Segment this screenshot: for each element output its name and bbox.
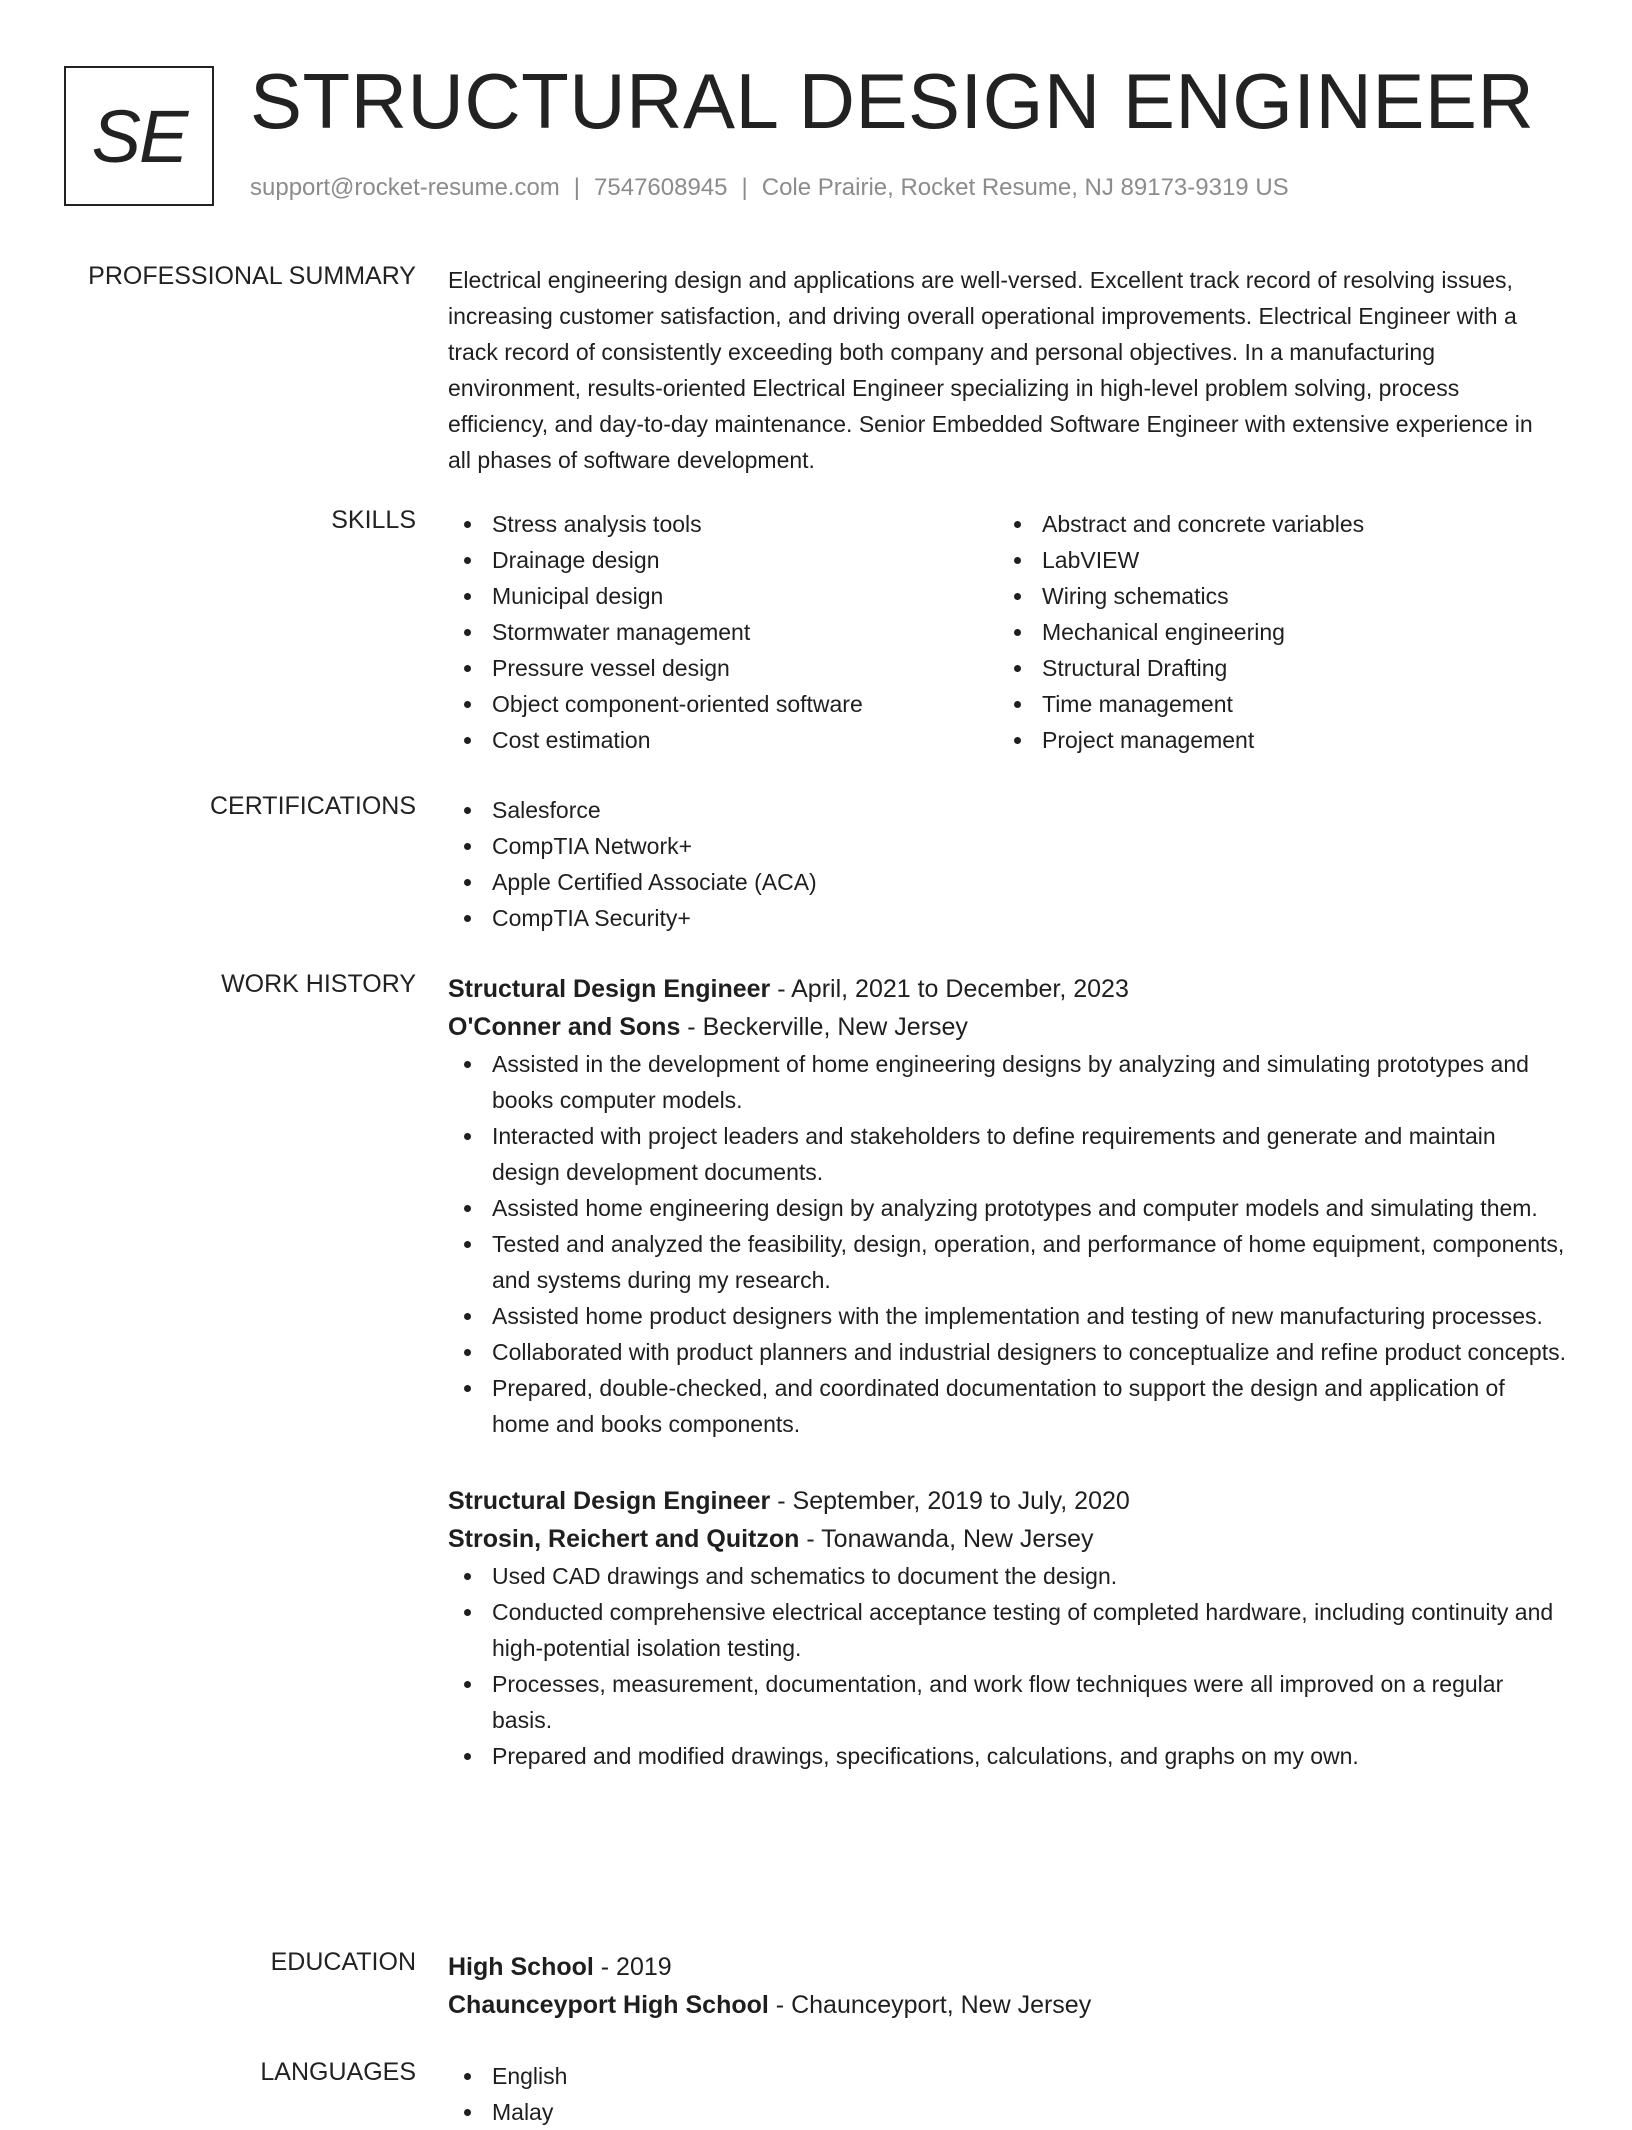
skill-item: Mechanical engineering (998, 614, 1548, 650)
job-company: Strosin, Reichert and Quitzon (448, 1525, 800, 1553)
contact-separator: | (573, 174, 581, 201)
section-label-languages: LANGUAGES (260, 2058, 416, 2086)
job-title-line (448, 1482, 1568, 1520)
job-company-line (448, 1520, 1568, 1558)
job-company: O'Conner and Sons (448, 1013, 681, 1041)
contact-line (250, 174, 1289, 202)
job-bullet: Conducted comprehensive electrical acceptance testing of completed hardware, including continuity and high-potential isolation testing. (448, 1594, 1568, 1666)
job-title: Structural Design Engineer (448, 975, 771, 1003)
job-bullet: Assisted home product designers with the implementation and testing of new manufacturing processes. (448, 1298, 1568, 1334)
skill-item: LabVIEW (998, 542, 1548, 578)
job-bullet: Used CAD drawings and schematics to document the design. (448, 1558, 1568, 1594)
skills-list-right (998, 506, 1548, 758)
certifications-list (448, 792, 1568, 936)
skill-item: Project management (998, 722, 1548, 758)
job-bullet: Processes, measurement, documentation, and work flow techniques were all improved on a regular basis. (448, 1666, 1568, 1738)
skill-item: Stormwater management (448, 614, 998, 650)
skill-item: Pressure vessel design (448, 650, 998, 686)
languages-list (448, 2058, 1568, 2130)
skill-item: Structural Drafting (998, 650, 1548, 686)
language-item: Malay (448, 2094, 1568, 2130)
job-company-line (448, 1008, 1568, 1046)
job-bullet: Assisted home engineering design by analyzing prototypes and computer models and simulating them. (448, 1190, 1568, 1226)
job-bullets (448, 1046, 1568, 1442)
job-bullets (448, 1558, 1568, 1774)
section-label-summary: PROFESSIONAL SUMMARY (88, 262, 416, 290)
skill-item: Cost estimation (448, 722, 998, 758)
job-title: Structural Design Engineer (448, 1487, 771, 1515)
skill-item: Object component-oriented software (448, 686, 998, 722)
education-degree-line (448, 1948, 1568, 1986)
section-label-skills: SKILLS (331, 506, 416, 534)
job-location: - Beckerville, New Jersey (680, 1013, 968, 1041)
education-location: - Chaunceyport, New Jersey (768, 1991, 1092, 2019)
education-year: - 2019 (593, 1953, 672, 1981)
monogram-logo: SE (64, 66, 214, 206)
certification-item: CompTIA Network+ (448, 828, 1568, 864)
contact-separator: | (741, 174, 748, 201)
education-degree: High School (448, 1953, 594, 1981)
skill-item: Stress analysis tools (448, 506, 998, 542)
certification-item: CompTIA Security+ (448, 900, 1568, 936)
skill-item: Time management (998, 686, 1548, 722)
job-dates: - April, 2021 to December, 2023 (770, 975, 1129, 1003)
job-bullet: Assisted in the development of home engineering designs by analyzing and simulating prototypes and books computer models. (448, 1046, 1568, 1118)
job-bullet: Interacted with project leaders and stakeholders to define requirements and generate and maintain design development documents. (448, 1118, 1568, 1190)
job-title-line (448, 970, 1568, 1008)
certification-item: Apple Certified Associate (ACA) (448, 864, 1568, 900)
education-school: Chaunceyport High School (448, 1991, 769, 2019)
job-bullet: Collaborated with product planners and industrial designers to conceptualize and refine product concepts. (448, 1334, 1568, 1370)
job-dates: - September, 2019 to July, 2020 (770, 1487, 1130, 1515)
contact-email[interactable]: support@rocket-resume.com (250, 174, 560, 201)
job-bullet: Tested and analyzed the feasibility, design, operation, and performance of home equipment, components, and systems during my research. (448, 1226, 1568, 1298)
skill-item: Abstract and concrete variables (998, 506, 1548, 542)
skill-item: Wiring schematics (998, 578, 1548, 614)
job-bullet: Prepared and modified drawings, specifications, calculations, and graphs on my own. (448, 1738, 1568, 1774)
skills-list-left (448, 506, 998, 758)
job-bullet: Prepared, double-checked, and coordinated documentation to support the design and application of home and books components. (448, 1370, 1568, 1442)
education-school-line (448, 1986, 1568, 2024)
skill-item: Municipal design (448, 578, 998, 614)
section-label-certifications: CERTIFICATIONS (209, 792, 416, 820)
section-label-work-history: WORK HISTORY (221, 970, 416, 998)
language-item: English (448, 2058, 1568, 2094)
certification-item: Salesforce (448, 792, 1568, 828)
contact-phone[interactable]: 7547608945 (594, 174, 728, 201)
contact-address: Cole Prairie, Rocket Resume, NJ 89173-9319 US (761, 174, 1289, 201)
job-entry (448, 1482, 1568, 1774)
job-location: - Tonawanda, New Jersey (799, 1525, 1094, 1553)
skill-item: Drainage design (448, 542, 998, 578)
summary-text: Electrical engineering design and applications are well-versed. Excellent track record of resolving issues, increasing customer satisfaction, and driving overall operational improvements. Electrical Engineer with a track record of consistently exceeding both company and personal objectives. In a manufacturing environment, results-oriented Electrical Engineer specializing in high-level problem solving, process efficiency, and day-to-day maintenance. Senior Embedded Software Engineer with extensive experience in all phases of software development. (448, 267, 1533, 473)
job-entry (448, 970, 1568, 1442)
page-title: STRUCTURAL DESIGN ENGINEER (250, 57, 1535, 145)
section-label-education: EDUCATION (270, 1948, 416, 1976)
